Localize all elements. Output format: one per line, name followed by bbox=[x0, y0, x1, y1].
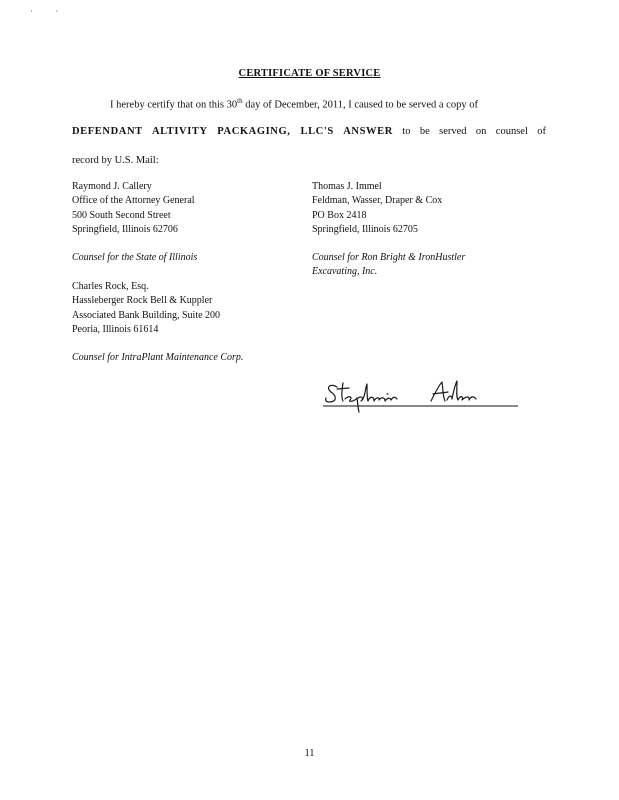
service-method-line: record by U.S. Mail: bbox=[72, 155, 159, 166]
handwritten-signature bbox=[323, 375, 518, 415]
counsel-text: Counsel for IntraPlant Maintenance Corp. bbox=[72, 352, 244, 363]
recipient-city: Springfield, Illinois 62705 bbox=[312, 223, 418, 235]
statement-suffix: day of December, 2011, I caused to be served a copy of bbox=[242, 99, 478, 111]
recipient-city: Springfield, Illinois 62706 bbox=[72, 223, 178, 235]
counsel-label-state bbox=[72, 251, 197, 265]
document-line-rest: to be served on counsel of bbox=[392, 126, 546, 137]
recipient-pobox: PO Box 2418 bbox=[312, 209, 367, 221]
recipient-city: Peoria, Illinois 61614 bbox=[72, 323, 159, 335]
counsel-text: Counsel for the State of Illinois bbox=[72, 252, 198, 263]
recipient-name: Raymond J. Callery bbox=[72, 181, 152, 192]
statement-prefix: I hereby certify that on this 30 bbox=[110, 99, 238, 111]
recipient-name: Thomas J. Immel bbox=[312, 181, 382, 192]
recipient-block-rock bbox=[72, 280, 220, 337]
recipient-street: 500 South Second Street bbox=[72, 209, 171, 221]
recipient-firm: Feldman, Wasser, Draper & Cox bbox=[312, 195, 443, 207]
document-title: DEFENDANT ALTIVITY PACKAGING, LLC'S ANSWER bbox=[72, 126, 393, 137]
certificate-title: CERTIFICATE OF SERVICE bbox=[238, 68, 381, 79]
scan-marks: · · bbox=[30, 6, 69, 16]
counsel-label-bright bbox=[312, 251, 465, 280]
recipient-name: Charles Rock, Esq. bbox=[72, 281, 149, 292]
certification-statement bbox=[72, 97, 546, 111]
date-superscript: th bbox=[237, 97, 243, 105]
counsel-text: Counsel for Ron Bright & IronHustler bbox=[312, 252, 466, 263]
recipient-office: Office of the Attorney General bbox=[72, 195, 195, 207]
recipient-building: Associated Bank Building, Suite 200 bbox=[72, 309, 221, 321]
document-served-line bbox=[72, 126, 546, 137]
counsel-text: Excavating, Inc. bbox=[312, 266, 378, 278]
recipient-block-callery bbox=[72, 180, 195, 237]
counsel-label-intraplant bbox=[72, 351, 243, 365]
page-number: 11 bbox=[304, 748, 315, 759]
recipient-firm: Hassleberger Rock Bell & Kuppler bbox=[72, 295, 213, 307]
recipient-block-immel bbox=[312, 180, 442, 237]
